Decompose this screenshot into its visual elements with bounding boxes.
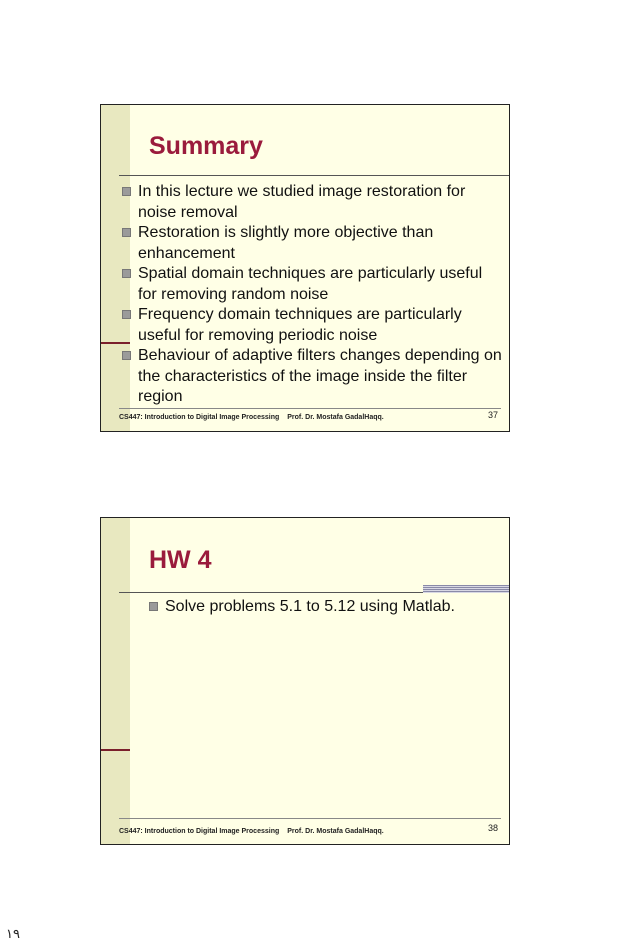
square-bullet-icon <box>122 351 131 360</box>
slide-footer <box>119 828 384 835</box>
list-item: Spatial domain techniques are particularly useful for removing random noise <box>121 264 505 305</box>
page-number: 37 <box>487 410 498 420</box>
list-item: Restoration is slightly more objective than enhancement <box>121 223 505 264</box>
slide-sidebar <box>101 518 130 844</box>
bullet-list <box>121 182 505 408</box>
list-item: Behaviour of adaptive filters changes depending on the characteristics of the image inside the filter region <box>121 346 505 408</box>
slide-hw4 <box>100 517 510 845</box>
square-bullet-icon <box>122 269 131 278</box>
square-bullet-icon <box>149 602 158 611</box>
footer-course: CS447: Introduction to Digital Image Processing <box>119 828 280 835</box>
slide-summary <box>100 104 510 432</box>
footer-course: CS447: Introduction to Digital Image Processing <box>119 414 280 421</box>
list-item: In this lecture we studied image restoration for noise removal <box>121 182 505 223</box>
page-number: 38 <box>487 823 498 833</box>
list-item: Solve problems 5.1 to 5.12 using Matlab. <box>148 597 498 618</box>
square-bullet-icon <box>122 228 131 237</box>
bullet-list <box>148 597 498 618</box>
sheet-number: ١٩ <box>6 927 20 942</box>
footer-rule <box>119 818 501 819</box>
sidebar-accent-bar <box>101 749 130 751</box>
square-bullet-icon <box>122 187 131 196</box>
title-accent-stripes <box>423 585 509 593</box>
footer-author: Prof. Dr. Mostafa GadalHaqq. <box>287 414 384 421</box>
square-bullet-icon <box>122 310 131 319</box>
list-item: Frequency domain techniques are particularly useful for removing periodic noise <box>121 305 505 346</box>
footer-author: Prof. Dr. Mostafa GadalHaqq. <box>287 828 384 835</box>
footer-rule <box>119 408 501 409</box>
slide-footer <box>119 414 384 421</box>
title-rule <box>119 175 509 176</box>
slide-title: HW 4 <box>149 546 212 574</box>
slide-title: Summary <box>149 132 263 160</box>
